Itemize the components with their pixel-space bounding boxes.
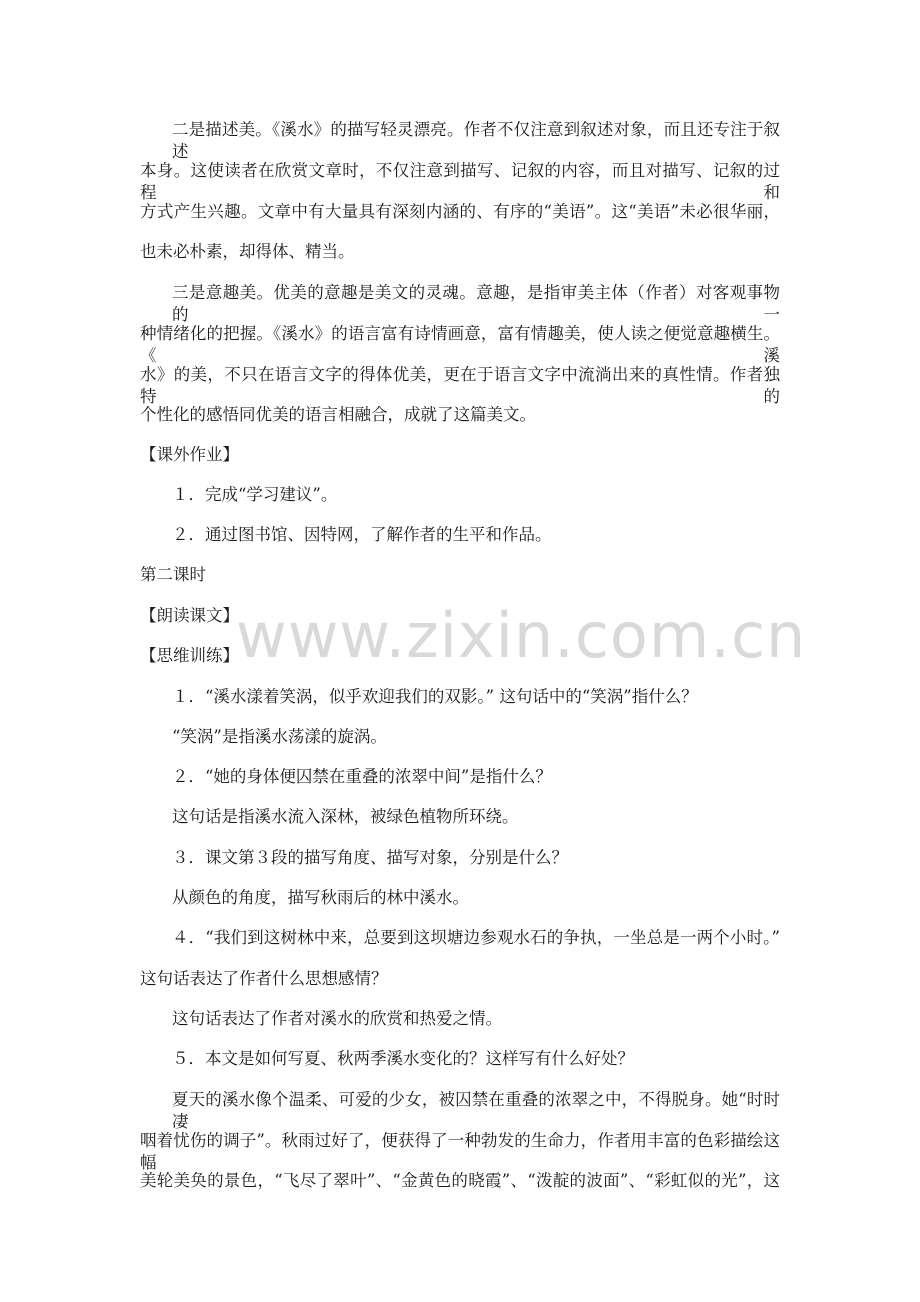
- answer: 这句话表达了作者对溪水的欣赏和热爱之情。: [172, 1009, 502, 1028]
- answer: 从颜色的角度，描写秋雨后的林中溪水。: [172, 888, 469, 907]
- watermark: www.zixin.com.cn: [236, 599, 807, 672]
- question: 这句话表达了作者什么思想感情？: [140, 969, 388, 988]
- question: ３．课文第３段的描写角度、描写对象，分别是什么？: [172, 848, 568, 867]
- question: ４．“我们到这树林中来，总要到这坝塘边参观水石的争执，一坐总是一两个小时。”: [172, 928, 780, 947]
- answer: 咽着忧伤的调子”。秋雨过好了，便获得了一种勃发的生命力，作者用丰富的色彩描绘这幅: [140, 1131, 780, 1172]
- answer: 美轮美奂的景色，“飞尽了翠叶”、“金黄色的晓霞”、“泼靛的波面”、“彩虹似的光”，这: [140, 1171, 780, 1190]
- paragraph-line: 方式产生兴趣。文章中有大量具有深刻内涵的、有序的“美语”。这“美语”未必很华丽，: [140, 202, 780, 221]
- paragraph-line: 本身。这使读者在欣赏文章时，不仅注意到描写、记叙的内容，而且对描写、记叙的过程和: [140, 161, 780, 202]
- lesson-title: 第二课时: [140, 565, 206, 584]
- paragraph-line: 也未必朴素，却得体、精当。: [140, 242, 355, 261]
- paragraph-line: 三是意趣美。优美的意趣是美文的灵魂。意趣，是指审美主体（作者）对客观事物的一: [172, 283, 780, 324]
- answer: “笑涡”是指溪水荡漾的旋涡。: [172, 727, 387, 746]
- answer: 这句话是指溪水流入深林，被绿色植物所环绕。: [172, 807, 519, 826]
- question: ２．“她的身体便囚禁在重叠的浓翠中间”是指什么？: [172, 767, 552, 786]
- paragraph-line: 水》的美，不只在语言文字的得体优美，更在于语言文字中流淌出来的真性情。作者独特的: [140, 365, 780, 406]
- section-heading: 【朗读课文】: [140, 606, 239, 625]
- paragraph-line: 种情绪化的把握。《溪水》的语言富有诗情画意，富有情趣美，使人读之便觉意趣横生。《溪: [140, 324, 780, 365]
- question: １．“溪水漾着笑涡，似乎欢迎我们的双影。” 这句话中的“笑涡”指什么？: [172, 687, 698, 706]
- section-heading: 【思维训练】: [140, 646, 239, 665]
- paragraph-line: 个性化的感悟同优美的语言相融合，成就了这篇美文。: [140, 405, 536, 424]
- paragraph-line: 二是描述美。《溪水》的描写轻灵漂亮。作者不仅注意到叙述对象，而且还专注于叙述: [172, 120, 780, 161]
- answer: 夏天的溪水像个温柔、可爱的少女，被囚禁在重叠的浓翠之中，不得脱身。她“时时凄: [172, 1090, 780, 1131]
- question: ５．本文是如何写夏、秋两季溪水变化的？这样写有什么好处？: [172, 1049, 634, 1068]
- list-item: ２．通过图书馆、因特网，了解作者的生平和作品。: [172, 525, 552, 544]
- list-item: １．完成“学习建议”。: [172, 485, 338, 504]
- section-heading: 【课外作业】: [140, 445, 239, 464]
